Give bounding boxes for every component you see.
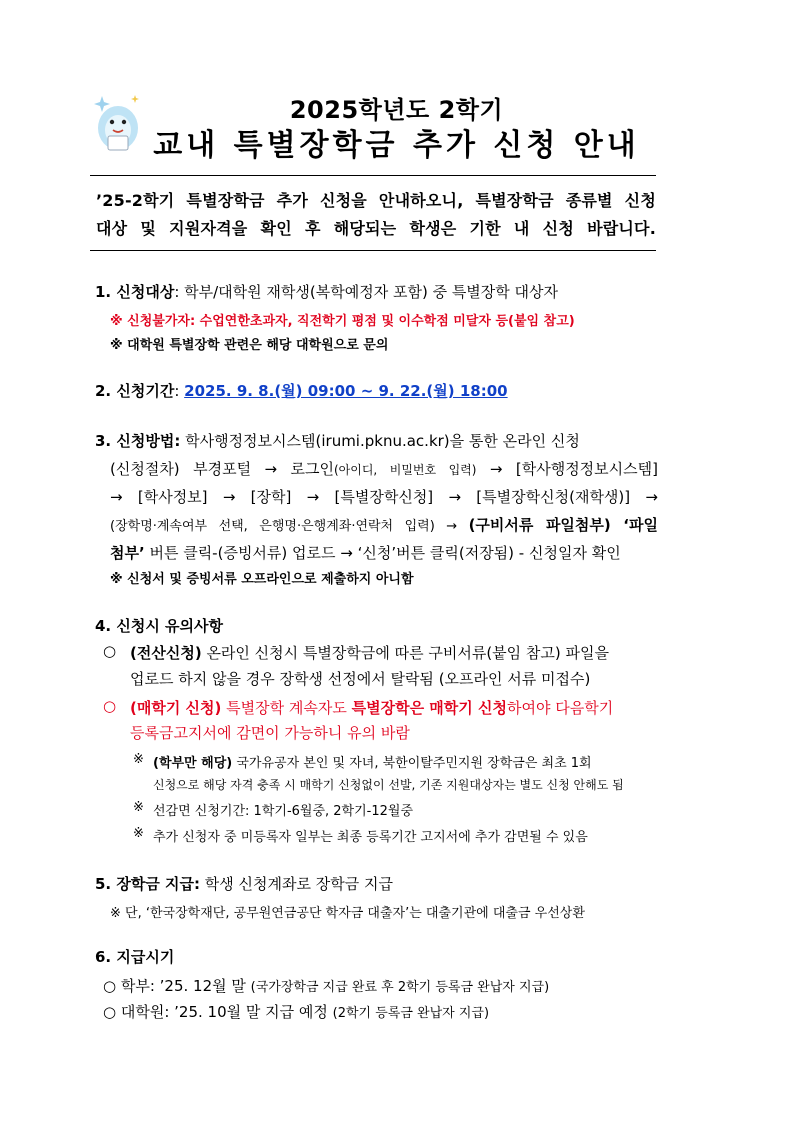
bottom-divider [90,250,656,251]
section3-line3: → [학사정보] → [장학] → [특별장학신청] → [특별장학신청(재학생)] → [110,488,658,506]
section4-item2-line2: 등록금고지서에 감면이 가능하니 유의 바람 [130,724,410,742]
section3-note: ※ 신청서 및 증빙서류 오프라인으로 제출하지 아니함 [110,572,414,587]
section3-line4 [110,514,658,535]
section3-line2-b: (아이디, 비밀번호 입력) [333,463,477,477]
section6-heading: 6. 지급시기 [95,948,175,966]
section4-heading: 4. 신청시 유의사항 [95,617,224,635]
section3-line2-a: (신청절차) 부경포털 → 로그인 [110,460,334,478]
section4-sub2-mark: ※ [133,800,144,815]
top-divider [90,175,656,176]
section3-line5-b: 버튼 클릭-(증빙서류) 업로드 → ‘신청’버튼 클릭(저장됨) - 신청일자 확인 [144,544,621,562]
section5-line [95,873,393,894]
section4-sub1-bold: (학부만 해당) [153,756,233,771]
section4-item1-bold: (전산신청) [130,644,202,662]
section4-sub3-mark: ※ [133,826,144,841]
section3-line4-b: (구비서류 파일첨부) ‘파일 [468,516,658,534]
section4-sub1-text1: 국가유공자 본인 및 자녀, 북한이탈주민지원 장학금은 최초 1회 [232,756,592,771]
section4-sub1-mark: ※ [133,752,144,767]
section4-item1-line1 [130,642,609,663]
section3-line5 [110,542,621,563]
section5-text: 학생 신청계좌로 장학금 지급 [200,875,393,893]
section3-line2-c: → [학사행정정보시스템] [476,460,658,478]
section3-line5-a: 첨부’ [110,544,145,562]
section1-text: : 학부/대학원 재학생(복학예정자 포함) 중 특별장학 대상자 [174,283,559,301]
section6-item1-a: ○ 학부: ’25. 12월 말 [103,977,251,995]
section5-note: ※ 단, ‘한국장학재단, 공무원연금공단 학자금 대출자’는 대출기관에 대출금 우선상환 [110,906,585,921]
section4-item1-bullet: ○ [103,642,117,660]
section6-item1 [103,975,549,996]
section4-sub1-line1 [153,752,592,771]
section1-note1: ※ 신청불가자: 수업연한초과자, 직전학기 평점 및 이수학점 미달자 등(붙임 참고) [110,314,575,329]
section4-item1-text1: 온라인 신청시 특별장학금에 따른 구비서류(붙임 참고) 파일을 [201,644,610,662]
section4-sub3-text: 추가 신청자 중 미등록자 일부는 최종 등록기간 고지서에 추가 감면될 수 있음 [153,830,588,845]
section6-item1-b: (국가장학금 지급 완료 후 2학기 등록금 완납자 지급) [250,980,550,995]
section1-note2: ※ 대학원 특별장학 관련은 해당 대학원으로 문의 [110,338,389,353]
section4-item2-text1a: 특별장학 계속자도 [221,699,352,717]
section6-item2-b: (2학기 등록금 완납자 지급) [332,1006,490,1021]
intro-line1: ’25-2학기 특별장학금 추가 신청을 안내하오니, 특별장학금 종류별 신청 [96,191,656,210]
section2-heading: 2. 신청기간 [95,382,175,400]
section1-line [95,281,558,302]
section4-item1-line2: 업로드 하지 않을 경우 장학생 선정에서 탈락됨 (오프라인 서류 미접수) [130,670,591,688]
section4-item2-bullet: ○ [103,697,117,715]
section2-colon: : [174,382,185,400]
section4-item2-text1b: 특별장학은 매학기 신청 [351,699,507,717]
section4-sub1-line2: 신청으로 해당 자격 충족 시 매학기 신청없이 선발, 기존 지원대상자는 별도 신청 안해도 됨 [153,778,624,792]
section6-item2 [103,1001,489,1022]
section3-line4-a: (장학명·계속여부 선택, 은행명·은행계좌·연락처 입력) → [110,519,469,534]
section4-sub2-text: 선감면 신청기간: 1학기-6월중, 2학기-12월중 [153,804,414,819]
section3-line1 [95,430,580,451]
section5-heading: 5. 장학금 지급: [95,875,201,893]
section2-line [95,380,508,401]
section4-item2-text1c: 하여야 다음학기 [506,699,614,717]
section3-heading: 3. 신청방법: [95,432,181,450]
section3-text: 학사행정정보시스템(irumi.pknu.ac.kr)을 통한 온라인 신청 [180,432,580,450]
section4-item2-bold: (매학기 신청) [130,699,222,717]
application-period-link[interactable]: 2025. 9. 8.(월) 09:00 ~ 9. 22.(월) 18:00 [184,382,508,400]
title-line1: 2025학년도 2학기 [289,96,504,124]
section3-line2 [110,458,658,479]
title-line2: 교내 특별장학금 추가 신청 안내 [153,128,640,163]
intro-line2: 대상 및 지원자격을 확인 후 해당되는 학생은 기한 내 신청 바랍니다. [96,219,656,238]
section4-item2-line1 [130,697,613,718]
section1-heading: 1. 신청대상 [95,283,175,301]
section6-item2-a: ○ 대학원: ’25. 10월 말 지급 예정 [103,1003,333,1021]
